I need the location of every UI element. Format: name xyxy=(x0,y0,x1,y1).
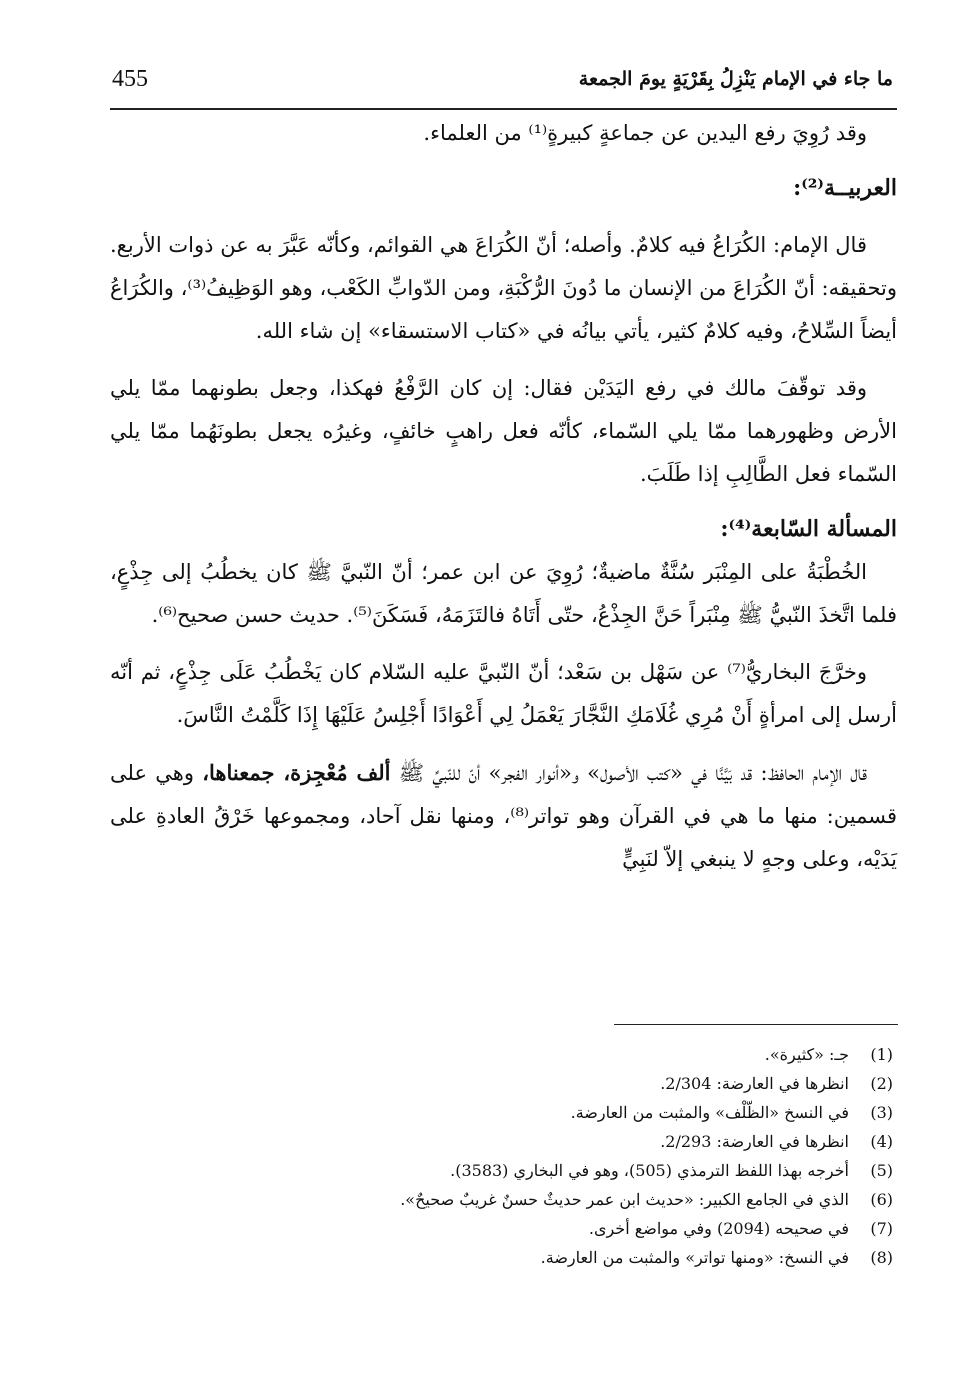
page-number: 455 xyxy=(112,66,148,92)
footnote-number: (6) xyxy=(870,1190,893,1209)
footnote-number: (4) xyxy=(870,1132,893,1151)
footnote-text: في النسخ: «ومنها تواتر» والمثبت من العارضة. xyxy=(540,1248,849,1267)
paragraph-4: الخُطْبَةُ على المِنْبَر سُنَّةٌ ماضيةٌ؛ رُوِيَ عن ابن عمر؛ أنّ النّبيَّ ﷺ كان يخطُبُ إلى جِذْعٍ، فلما اتَّخذَ النّبيُّ ﷺ مِنْبَراً حَنَّ الجِذْعُ، حتّى أَتَاهُ فالتَزَمَهُ، فَسَكَنَ⁽⁵⁾. حديث حسن صحيح⁽⁶⁾. xyxy=(110,560,897,627)
footnotes xyxy=(110,1040,893,1272)
footnote-item xyxy=(110,1185,893,1214)
footnote-item xyxy=(110,1156,893,1185)
footnote-text: أخرجه بهذا اللفظ الترمذي (505)، وهو في البخاري (3583). xyxy=(450,1161,849,1180)
footnote-text: جـ: «كثيرة». xyxy=(764,1045,849,1064)
footnote-text: في النسخ «الظّلْف» والمثبت من العارضة. xyxy=(570,1103,849,1122)
paragraph-2: قال الإمام: الكُرَاعُ فيه كلامٌ. وأصله؛ أنّ الكُرَاعَ هي القوائم، وكأنّه عَبَّرَ به عن ذوات الأربع. وتحقيقه: أنّ الكُرَاعَ من الإنسان ما دُونَ الرُّكْبَةِ، ومن الدّوابِّ الكَعْب، وهو الوَظِيفُ⁽³⁾، والكُرَاعُ أيضاً السِّلاحُ، وفيه كلامٌ كثير، يأتي بيانُه في «كتاب الاستسقاء» إن شاء الله. xyxy=(110,233,897,343)
footnote-item xyxy=(110,1214,893,1243)
footnote-text: في صحيحه (2094) وفي مواضع أخرى. xyxy=(588,1219,849,1238)
paragraph-1: وقد رُوِيَ رفع اليدين عن جماعةٍ كبيرةٍ⁽¹⁾ من العلماء. xyxy=(423,121,867,145)
paragraph-6-intro: قال الإمام الحافظ: قد بَيَّنَّا في «كتب الأصول» و«أنوار الفجر» أنّ للنّبيِّ ﷺ xyxy=(398,761,868,785)
paragraph-5: وخرَّجَ البخاريُّ⁽⁷⁾ عن سَهْل بن سَعْد؛ أنّ النّبيَّ عليه السّلام كان يَخْطُبُ عَلَى جِذْعٍ، ثم أنّه أرسل إلى امرأةٍ أَنْ مُرِي غُلَامَكِ النَّجَّارَ يَعْمَلُ لِي أَعْوَادًا أَجْلِسُ عَلَيْهَا إِذَا كَلَّمْتُ النَّاسَ. xyxy=(110,660,897,727)
footnote-number: (3) xyxy=(870,1103,893,1122)
footnote-number: (1) xyxy=(870,1045,893,1064)
footnote-rule xyxy=(614,1024,898,1025)
footnote-number: (5) xyxy=(870,1161,893,1180)
main-text xyxy=(110,112,897,881)
header-rule xyxy=(110,108,897,110)
paragraph-6-rest: وهي على قسمين: منها ما هي في القرآن وهو تواتر⁽⁸⁾، ومنها نقل آحاد، ومجموعها خَرْقُ العادةِ على يَدَيْه، وعلى وجهٍ لا ينبغي إلاّ لنَبِيٍّ xyxy=(110,761,897,871)
paragraph-3: وقد توقّفَ مالك في رفع اليَدَيْن فقال: إن كان الرَّفْعُ فهكذا، وجعل بطونهما ممّا يلي الأرض وظهورهما ممّا يلي السّماء، كأنّه فعل راهبٍ خائفٍ، وغيرُه يجعل بطونَهُما ممّا يلي السّماء فعل الطَّالِبِ إذا طَلَبَ. xyxy=(110,376,897,486)
footnote-number: (2) xyxy=(870,1074,893,1093)
footnote-item xyxy=(110,1127,893,1156)
footnote-text: انظرها في العارضة: 2/293. xyxy=(660,1132,849,1151)
footnote-item xyxy=(110,1243,893,1272)
page-header xyxy=(112,66,893,100)
section-heading-masala: المسألة السّابعة⁽⁴⁾: xyxy=(720,516,897,542)
footnote-item xyxy=(110,1069,893,1098)
footnote-item xyxy=(110,1040,893,1069)
paragraph-6 xyxy=(110,751,897,881)
footnote-number: (7) xyxy=(870,1219,893,1238)
section-heading-arabic: العربيــة⁽²⁾: xyxy=(793,175,897,201)
footnote-item xyxy=(110,1098,893,1127)
footnote-text: انظرها في العارضة: 2/304. xyxy=(660,1074,849,1093)
running-title: ما جاء في الإمام يَنْزِلُ بِقَرْيَةٍ يومَ الجمعة xyxy=(578,68,893,90)
footnote-number: (8) xyxy=(870,1248,893,1267)
footnote-text: الذي في الجامع الكبير: «حديث ابن عمر حديثٌ حسنٌ غريبٌ صحيحٌ». xyxy=(400,1190,849,1209)
paragraph-6-bold: ألف مُعْجِزة، جمعناها، xyxy=(202,760,391,785)
